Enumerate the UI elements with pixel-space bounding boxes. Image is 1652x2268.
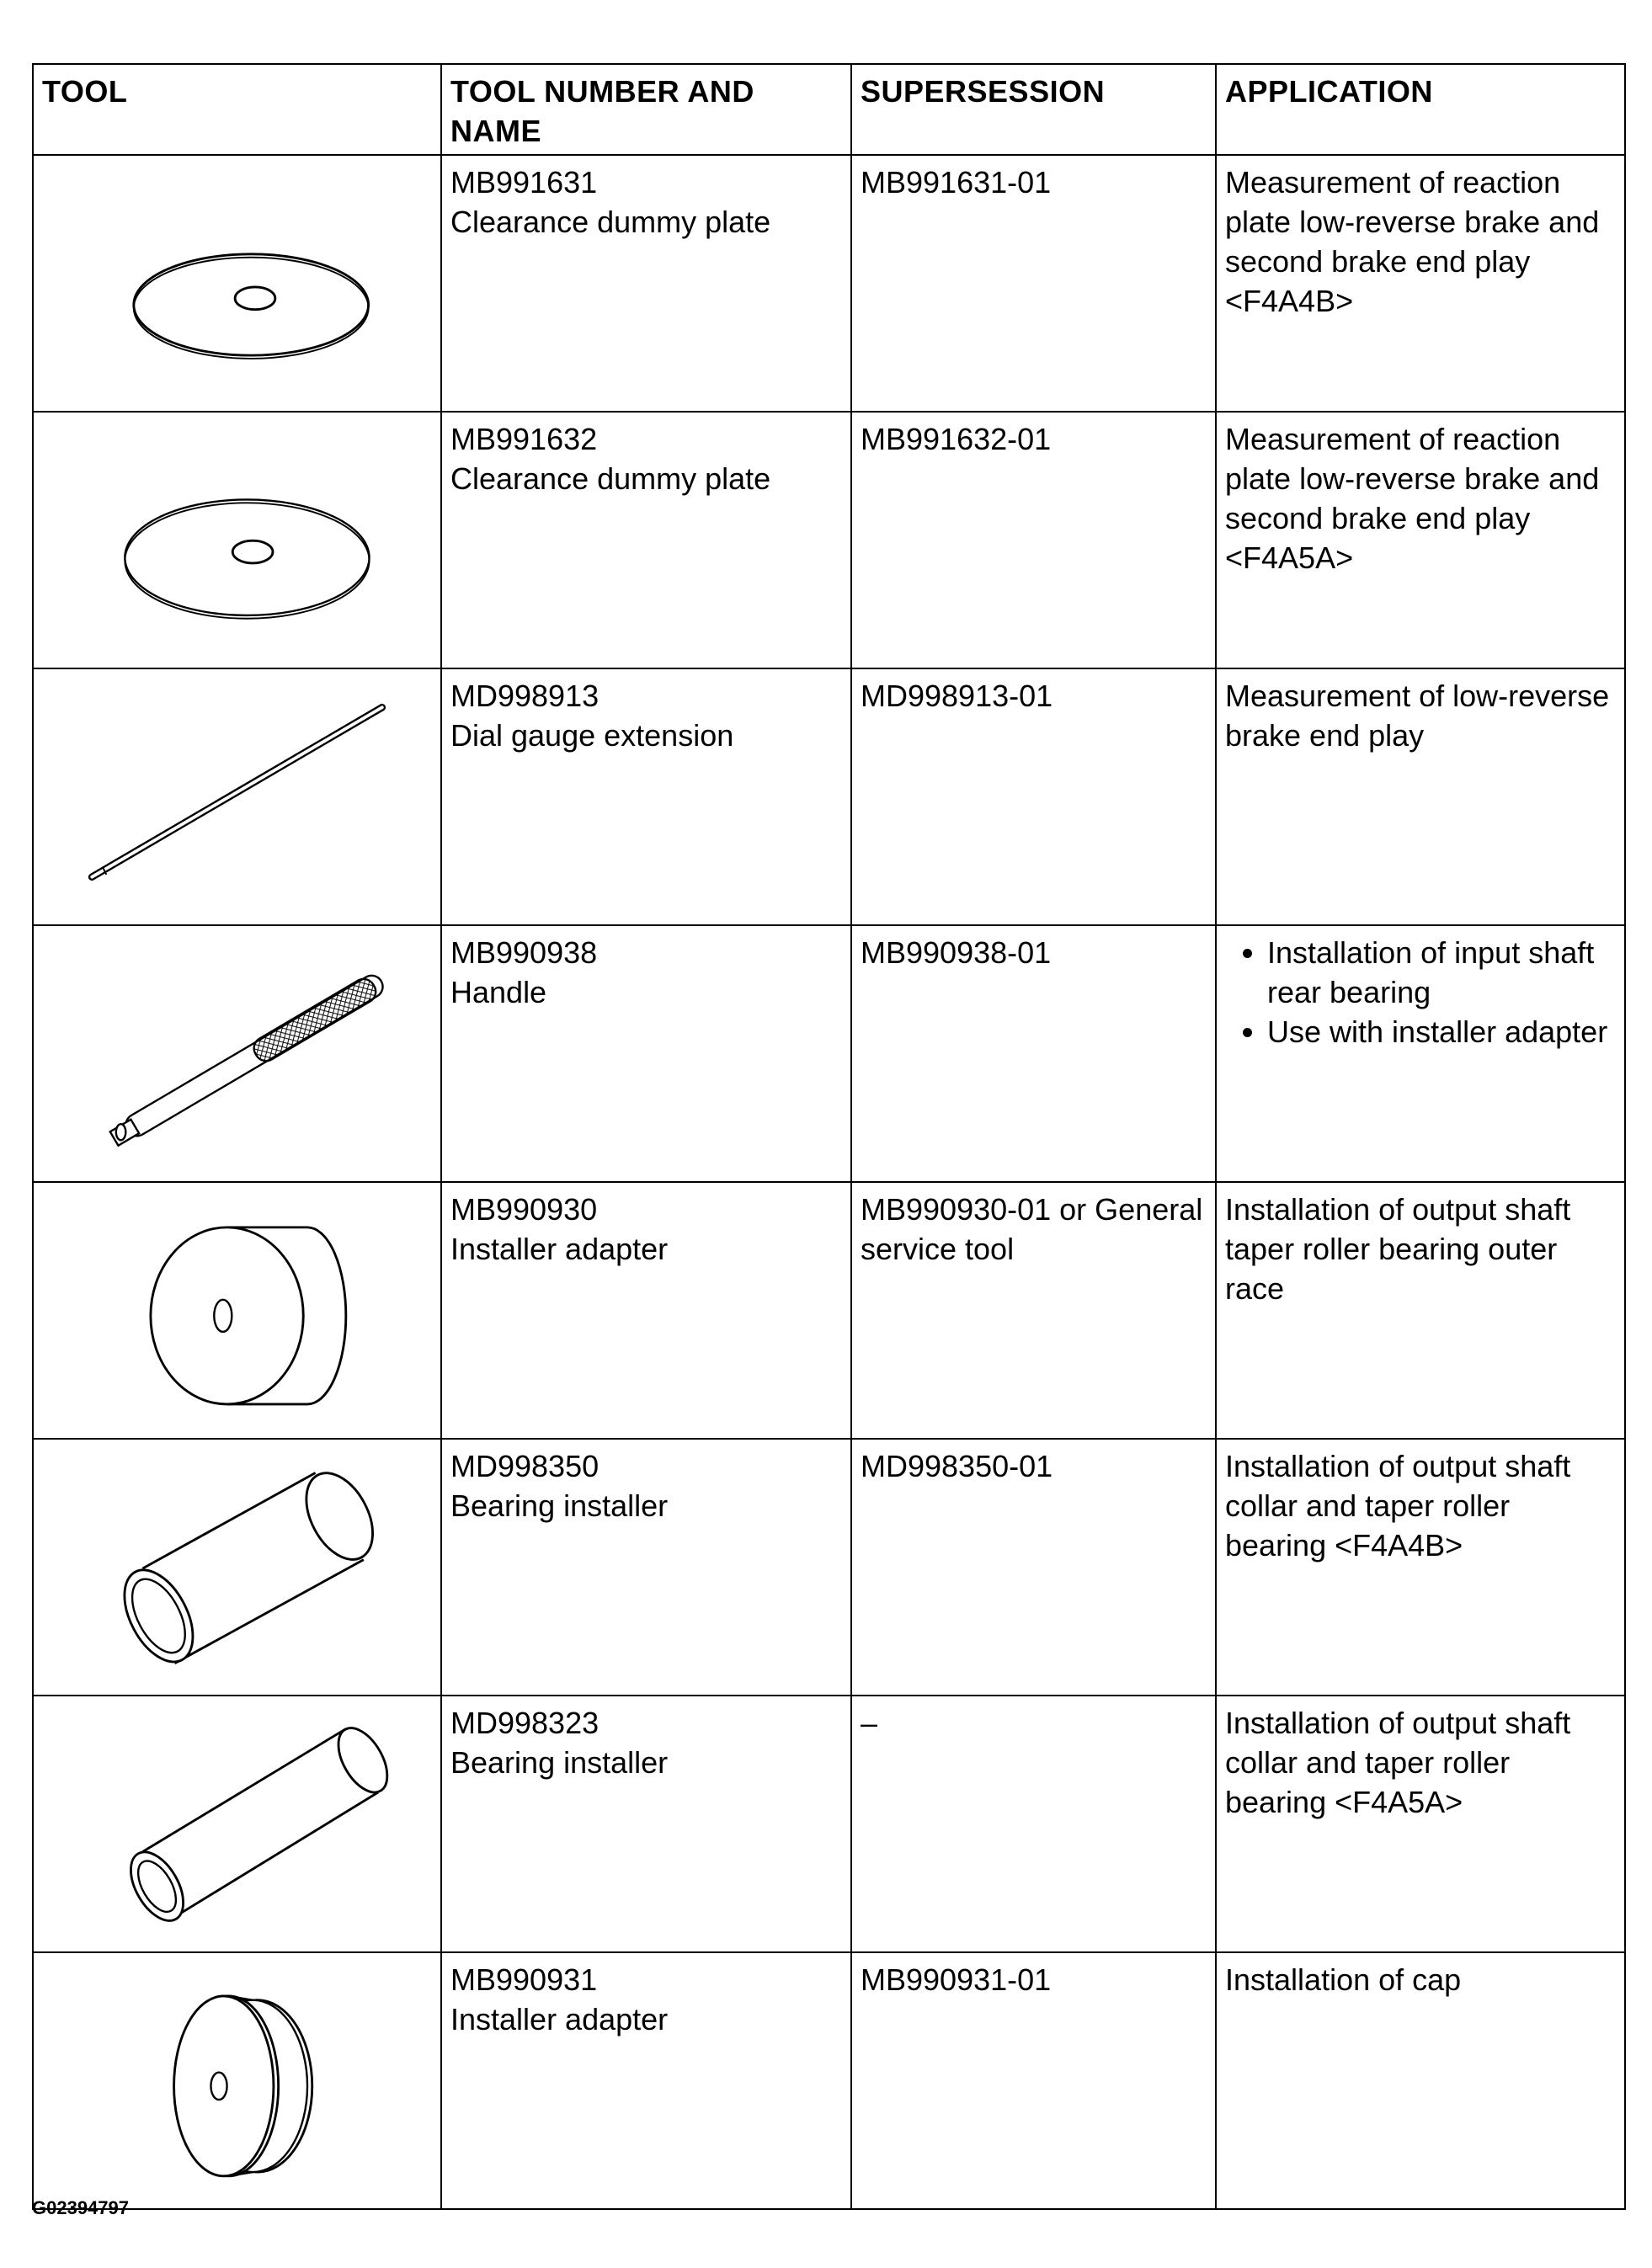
- table-row: [33, 1182, 1625, 1439]
- flat-disc-plate-icon: [42, 162, 432, 411]
- application-cell: [1216, 925, 1625, 1182]
- table-row: [33, 1952, 1625, 2209]
- tool-number: MB990930: [450, 1192, 598, 1227]
- header-tool-number-and-name: TOOL NUMBER AND NAME: [441, 64, 851, 155]
- tool-illustration-cell: [33, 1952, 441, 2209]
- supersession-cell: MD998350-01: [851, 1439, 1216, 1696]
- tool-number: MB991632: [450, 422, 598, 456]
- tool-number: MD998913: [450, 679, 600, 713]
- tool-number: MB990931: [450, 1962, 598, 1997]
- table-row: [33, 412, 1625, 668]
- supersession-cell: MB990930-01 or General service tool: [851, 1182, 1216, 1439]
- header-tool: TOOL: [33, 64, 441, 155]
- application-cell: Installation of output shaft taper roller bearing outer race: [1216, 1182, 1625, 1439]
- application-cell: Installation of output shaft collar and taper roller bearing <F4A4B>: [1216, 1439, 1625, 1696]
- tool-number-name-cell: [441, 1439, 851, 1696]
- supersession-cell: –: [851, 1696, 1216, 1952]
- supersession-cell: MD998913-01: [851, 668, 1216, 925]
- tool-illustration-cell: [33, 1439, 441, 1696]
- application-cell: Measurement of reaction plate low-reverse brake and second brake end play <F4A5A>: [1216, 412, 1625, 668]
- supersession-cell: MB990931-01: [851, 1952, 1216, 2209]
- thick-disc-adapter-icon: [42, 1190, 432, 1438]
- table-row: [33, 668, 1625, 925]
- tool-number: MD998323: [450, 1706, 600, 1740]
- tool-number: MD998350: [450, 1449, 600, 1483]
- list-item: • Installation of input shaft rear bearing: [1267, 933, 1616, 1012]
- flat-disc-plate-icon: [42, 419, 432, 668]
- tool-number-name-cell: [441, 412, 851, 668]
- tool-illustration-cell: [33, 155, 441, 412]
- tool-number-name-cell: [441, 1696, 851, 1952]
- long-tube-installer-icon: [42, 1703, 432, 1951]
- tool-number-name-cell: [441, 1952, 851, 2209]
- tool-name: Dial gauge extension: [450, 718, 734, 753]
- table-row: [33, 155, 1625, 412]
- tool-illustration-cell: [33, 925, 441, 1182]
- supersession-cell: MB990938-01: [851, 925, 1216, 1182]
- tool-name: Clearance dummy plate: [450, 205, 771, 239]
- tool-illustration-cell: [33, 668, 441, 925]
- application-cell: Installation of cap: [1216, 1952, 1625, 2209]
- tool-name: Bearing installer: [450, 1745, 669, 1780]
- table-row: [33, 1696, 1625, 1952]
- tool-number-name-cell: [441, 1182, 851, 1439]
- short-tube-installer-icon: [42, 1446, 432, 1695]
- tool-name: Handle: [450, 975, 547, 1009]
- tool-illustration-cell: [33, 1696, 441, 1952]
- figure-id: G02394797: [32, 2197, 129, 2218]
- table-row: [33, 925, 1625, 1182]
- tool-name: Bearing installer: [450, 1488, 669, 1523]
- tool-number: MB991631: [450, 165, 598, 200]
- tool-number-name-cell: [441, 668, 851, 925]
- tool-illustration-cell: [33, 1182, 441, 1439]
- tool-illustration-cell: [33, 412, 441, 668]
- header-application: APPLICATION: [1216, 64, 1625, 155]
- special-tools-table: [32, 63, 1626, 2210]
- application-bullet-list: [1225, 933, 1616, 1051]
- tool-name: Clearance dummy plate: [450, 461, 771, 496]
- tool-number-name-cell: [441, 925, 851, 1182]
- header-supersession: SUPERSESSION: [851, 64, 1216, 155]
- list-item: • Use with installer adapter: [1267, 1012, 1616, 1051]
- tool-number-name-cell: [441, 155, 851, 412]
- application-cell: Installation of output shaft collar and taper roller bearing <F4A5A>: [1216, 1696, 1625, 1952]
- rod-extension-icon: [42, 676, 432, 924]
- supersession-cell: MB991632-01: [851, 412, 1216, 668]
- tool-name: Installer adapter: [450, 2002, 669, 2036]
- table-header-row: [33, 64, 1625, 155]
- stepped-disc-adapter-icon: [42, 1960, 432, 2208]
- table-row: [33, 1439, 1625, 1696]
- application-cell: Measurement of low-reverse brake end play: [1216, 668, 1625, 925]
- application-cell: Measurement of reaction plate low-reverse brake and second brake end play <F4A4B>: [1216, 155, 1625, 412]
- supersession-cell: MB991631-01: [851, 155, 1216, 412]
- tool-name: Installer adapter: [450, 1232, 669, 1266]
- tool-number: MB990938: [450, 935, 598, 970]
- knurled-handle-icon: [42, 933, 432, 1181]
